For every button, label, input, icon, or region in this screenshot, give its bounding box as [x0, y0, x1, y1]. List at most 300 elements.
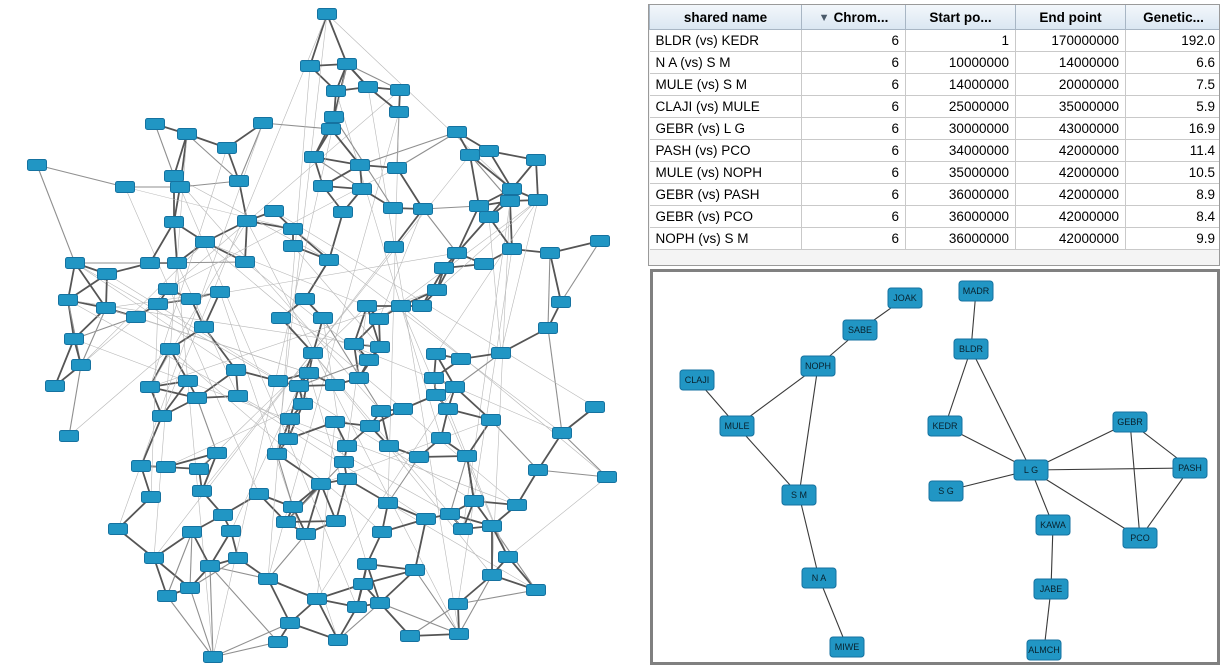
node-shape[interactable] — [350, 373, 369, 384]
network-node[interactable] — [483, 570, 502, 581]
node-shape[interactable] — [284, 502, 303, 513]
node-shape[interactable] — [475, 259, 494, 270]
node-shape[interactable] — [483, 570, 502, 581]
node-shape[interactable] — [410, 452, 429, 463]
network-node[interactable] — [401, 631, 420, 642]
network-node[interactable] — [268, 449, 287, 460]
node-shape[interactable] — [145, 553, 164, 564]
node-shape[interactable] — [327, 86, 346, 97]
column-header-genetic[interactable] — [1126, 5, 1221, 30]
network-node[interactable] — [116, 182, 135, 193]
node-shape[interactable] — [165, 217, 184, 228]
node-shape[interactable] — [338, 474, 357, 485]
network-node[interactable] — [830, 637, 864, 657]
node-shape[interactable] — [501, 196, 520, 207]
network-node[interactable] — [338, 59, 357, 70]
network-node[interactable] — [392, 301, 411, 312]
network-node[interactable] — [208, 448, 227, 459]
network-node[interactable] — [97, 303, 116, 314]
network-node[interactable] — [204, 652, 223, 663]
network-node[interactable] — [171, 182, 190, 193]
network-node[interactable] — [380, 441, 399, 452]
network-node[interactable] — [680, 370, 714, 390]
node-shape[interactable] — [314, 181, 333, 192]
small-network-nodes[interactable] — [680, 281, 1207, 660]
network-node[interactable] — [358, 301, 377, 312]
node-shape[interactable] — [296, 294, 315, 305]
network-node[interactable] — [304, 348, 323, 359]
node-shape[interactable] — [182, 294, 201, 305]
node-shape[interactable] — [168, 258, 187, 269]
network-node[interactable] — [385, 242, 404, 253]
network-node[interactable] — [461, 150, 480, 161]
network-node[interactable] — [284, 224, 303, 235]
network-node[interactable] — [236, 257, 255, 268]
node-shape[interactable] — [351, 160, 370, 171]
node-shape[interactable] — [59, 295, 78, 306]
node-shape[interactable] — [358, 301, 377, 312]
network-node[interactable] — [214, 510, 233, 521]
network-node[interactable] — [394, 404, 413, 415]
node-shape[interactable] — [454, 524, 473, 535]
network-node[interactable] — [165, 171, 184, 182]
node-shape[interactable] — [284, 241, 303, 252]
node-shape[interactable] — [388, 163, 407, 174]
network-node[interactable] — [196, 237, 215, 248]
network-node[interactable] — [290, 381, 309, 392]
node-shape[interactable] — [348, 602, 367, 613]
network-node[interactable] — [159, 284, 178, 295]
network-node[interactable] — [227, 365, 246, 376]
column-header-end-point[interactable] — [1016, 5, 1126, 30]
node-shape[interactable] — [149, 299, 168, 310]
node-shape[interactable] — [425, 373, 444, 384]
node-shape[interactable] — [269, 637, 288, 648]
network-node[interactable] — [300, 368, 319, 379]
node-shape[interactable] — [165, 171, 184, 182]
network-node[interactable] — [425, 373, 444, 384]
node-shape[interactable] — [492, 348, 511, 359]
network-node[interactable] — [801, 356, 835, 376]
network-node[interactable] — [499, 552, 518, 563]
node-shape[interactable] — [334, 207, 353, 218]
table-row[interactable] — [650, 162, 1221, 184]
node-shape[interactable] — [508, 500, 527, 511]
network-node[interactable] — [338, 474, 357, 485]
edge-table-panel[interactable] — [648, 4, 1220, 266]
node-shape[interactable] — [281, 618, 300, 629]
network-node[interactable] — [470, 201, 489, 212]
network-node[interactable] — [294, 399, 313, 410]
node-shape[interactable] — [345, 339, 364, 350]
network-node[interactable] — [475, 259, 494, 270]
network-node[interactable] — [222, 526, 241, 537]
network-node[interactable] — [480, 212, 499, 223]
node-shape[interactable] — [591, 236, 610, 247]
network-node[interactable] — [432, 433, 451, 444]
network-node[interactable] — [161, 344, 180, 355]
network-node[interactable] — [373, 527, 392, 538]
network-node[interactable] — [417, 514, 436, 525]
node-shape[interactable] — [269, 376, 288, 387]
filter-icon[interactable]: ▼ — [818, 11, 830, 24]
node-shape[interactable] — [250, 489, 269, 500]
node-shape[interactable] — [300, 368, 319, 379]
network-node[interactable] — [149, 299, 168, 310]
node-shape[interactable] — [229, 391, 248, 402]
node-shape[interactable] — [127, 312, 146, 323]
node-shape[interactable] — [190, 464, 209, 475]
network-node[interactable] — [448, 248, 467, 259]
small-network-canvas[interactable] — [653, 272, 1217, 662]
node-shape[interactable] — [222, 526, 241, 537]
network-node[interactable] — [482, 415, 501, 426]
node-shape[interactable] — [432, 433, 451, 444]
network-node[interactable] — [314, 313, 333, 324]
node-shape[interactable] — [483, 521, 502, 532]
network-node[interactable] — [439, 404, 458, 415]
node-shape[interactable] — [227, 365, 246, 376]
node-shape[interactable] — [322, 124, 341, 135]
node-shape[interactable] — [290, 381, 309, 392]
network-node[interactable] — [312, 479, 331, 490]
table-row[interactable] — [650, 228, 1221, 250]
node-shape[interactable] — [183, 527, 202, 538]
node-shape[interactable] — [146, 119, 165, 130]
network-node[interactable] — [181, 583, 200, 594]
network-node[interactable] — [782, 485, 816, 505]
node-shape[interactable] — [279, 434, 298, 445]
node-shape[interactable] — [211, 287, 230, 298]
small-network-view[interactable] — [650, 269, 1220, 665]
network-node[interactable] — [391, 85, 410, 96]
node-shape[interactable] — [361, 421, 380, 432]
network-node[interactable] — [888, 288, 922, 308]
node-shape[interactable] — [428, 285, 447, 296]
node-shape[interactable] — [314, 313, 333, 324]
node-shape[interactable] — [360, 355, 379, 366]
node-shape[interactable] — [201, 561, 220, 572]
network-node[interactable] — [527, 155, 546, 166]
node-shape[interactable] — [448, 248, 467, 259]
network-node[interactable] — [435, 263, 454, 274]
node-shape[interactable] — [277, 517, 296, 528]
node-shape[interactable] — [541, 248, 560, 259]
network-node[interactable] — [297, 529, 316, 540]
network-node[interactable] — [458, 451, 477, 462]
edge-table[interactable] — [649, 5, 1220, 250]
node-shape[interactable] — [452, 354, 471, 365]
node-shape[interactable] — [385, 242, 404, 253]
network-node[interactable] — [348, 602, 367, 613]
network-node[interactable] — [552, 297, 571, 308]
node-shape[interactable] — [301, 61, 320, 72]
network-node[interactable] — [359, 82, 378, 93]
network-node[interactable] — [211, 287, 230, 298]
node-shape[interactable] — [327, 516, 346, 527]
network-node[interactable] — [454, 524, 473, 535]
network-node[interactable] — [720, 416, 754, 436]
network-node[interactable] — [802, 568, 836, 588]
table-row[interactable] — [650, 52, 1221, 74]
network-node[interactable] — [269, 637, 288, 648]
network-node[interactable] — [452, 354, 471, 365]
node-shape[interactable] — [229, 553, 248, 564]
node-shape[interactable] — [480, 146, 499, 157]
network-node[interactable] — [406, 565, 425, 576]
node-shape[interactable] — [427, 390, 446, 401]
network-node[interactable] — [371, 598, 390, 609]
network-node[interactable] — [250, 489, 269, 500]
node-shape[interactable] — [326, 380, 345, 391]
network-node[interactable] — [182, 294, 201, 305]
network-node[interactable] — [335, 457, 354, 468]
network-node[interactable] — [28, 160, 47, 171]
node-shape[interactable] — [371, 598, 390, 609]
network-node[interactable] — [218, 143, 237, 154]
node-shape[interactable] — [414, 204, 433, 215]
node-shape[interactable] — [214, 510, 233, 521]
node-shape[interactable] — [417, 514, 436, 525]
network-node[interactable] — [446, 382, 465, 393]
network-node[interactable] — [188, 393, 207, 404]
network-node[interactable] — [441, 509, 460, 520]
node-shape[interactable] — [446, 382, 465, 393]
node-shape[interactable] — [254, 118, 273, 129]
node-shape[interactable] — [353, 184, 372, 195]
network-node[interactable] — [277, 517, 296, 528]
network-node[interactable] — [1123, 528, 1157, 548]
node-shape[interactable] — [441, 509, 460, 520]
node-shape[interactable] — [208, 448, 227, 459]
network-node[interactable] — [178, 129, 197, 140]
network-node[interactable] — [157, 462, 176, 473]
node-shape[interactable] — [294, 399, 313, 410]
node-shape[interactable] — [46, 381, 65, 392]
large-network-nodes[interactable] — [28, 9, 617, 663]
node-shape[interactable] — [109, 524, 128, 535]
node-shape[interactable] — [204, 652, 223, 663]
network-node[interactable] — [388, 163, 407, 174]
node-shape[interactable] — [142, 492, 161, 503]
network-node[interactable] — [371, 342, 390, 353]
network-node[interactable] — [254, 118, 273, 129]
network-node[interactable] — [165, 217, 184, 228]
column-header-shared-name[interactable] — [650, 5, 802, 30]
node-shape[interactable] — [529, 195, 548, 206]
node-shape[interactable] — [358, 559, 377, 570]
network-node[interactable] — [384, 203, 403, 214]
network-node[interactable] — [527, 585, 546, 596]
node-shape[interactable] — [195, 322, 214, 333]
network-node[interactable] — [843, 320, 877, 340]
network-node[interactable] — [281, 414, 300, 425]
node-shape[interactable] — [380, 441, 399, 452]
network-node[interactable] — [229, 391, 248, 402]
network-node[interactable] — [272, 313, 291, 324]
network-node[interactable] — [320, 255, 339, 266]
node-shape[interactable] — [268, 449, 287, 460]
network-node[interactable] — [72, 360, 91, 371]
network-node[interactable] — [229, 553, 248, 564]
node-shape[interactable] — [157, 462, 176, 473]
network-node[interactable] — [449, 599, 468, 610]
node-shape[interactable] — [552, 297, 571, 308]
network-node[interactable] — [98, 269, 117, 280]
node-shape[interactable] — [391, 85, 410, 96]
table-body[interactable] — [650, 30, 1221, 250]
node-shape[interactable] — [371, 342, 390, 353]
network-node[interactable] — [351, 160, 370, 171]
network-node[interactable] — [929, 481, 963, 501]
node-shape[interactable] — [153, 411, 172, 422]
network-node[interactable] — [483, 521, 502, 532]
node-shape[interactable] — [338, 59, 357, 70]
network-node[interactable] — [361, 421, 380, 432]
table-row[interactable] — [650, 96, 1221, 118]
node-shape[interactable] — [586, 402, 605, 413]
node-shape[interactable] — [178, 129, 197, 140]
node-shape[interactable] — [553, 428, 572, 439]
network-node[interactable] — [1014, 460, 1048, 480]
node-shape[interactable] — [158, 591, 177, 602]
network-node[interactable] — [508, 500, 527, 511]
network-node[interactable] — [305, 152, 324, 163]
network-node[interactable] — [465, 496, 484, 507]
node-shape[interactable] — [448, 127, 467, 138]
node-shape[interactable] — [325, 112, 344, 123]
network-node[interactable] — [127, 312, 146, 323]
node-shape[interactable] — [372, 406, 391, 417]
network-node[interactable] — [46, 381, 65, 392]
network-node[interactable] — [928, 416, 962, 436]
network-node[interactable] — [322, 124, 341, 135]
network-node[interactable] — [410, 452, 429, 463]
network-node[interactable] — [146, 119, 165, 130]
node-shape[interactable] — [392, 301, 411, 312]
network-node[interactable] — [201, 561, 220, 572]
node-shape[interactable] — [390, 107, 409, 118]
node-shape[interactable] — [359, 82, 378, 93]
node-shape[interactable] — [439, 404, 458, 415]
network-node[interactable] — [1027, 640, 1061, 660]
network-node[interactable] — [153, 411, 172, 422]
network-node[interactable] — [238, 216, 257, 227]
network-node[interactable] — [448, 127, 467, 138]
network-node[interactable] — [353, 184, 372, 195]
node-shape[interactable] — [406, 565, 425, 576]
column-header-start-point[interactable] — [906, 5, 1016, 30]
node-shape[interactable] — [527, 155, 546, 166]
node-shape[interactable] — [181, 583, 200, 594]
network-node[interactable] — [141, 382, 160, 393]
node-shape[interactable] — [329, 635, 348, 646]
node-shape[interactable] — [598, 472, 617, 483]
network-node[interactable] — [428, 285, 447, 296]
network-node[interactable] — [390, 107, 409, 118]
node-shape[interactable] — [527, 585, 546, 596]
node-shape[interactable] — [335, 457, 354, 468]
node-shape[interactable] — [379, 498, 398, 509]
node-shape[interactable] — [132, 461, 151, 472]
node-shape[interactable] — [461, 150, 480, 161]
network-node[interactable] — [284, 241, 303, 252]
network-node[interactable] — [360, 355, 379, 366]
node-shape[interactable] — [116, 182, 135, 193]
network-node[interactable] — [326, 417, 345, 428]
network-node[interactable] — [284, 502, 303, 513]
node-shape[interactable] — [98, 269, 117, 280]
node-shape[interactable] — [179, 376, 198, 387]
network-node[interactable] — [338, 441, 357, 452]
network-node[interactable] — [296, 294, 315, 305]
node-shape[interactable] — [259, 574, 278, 585]
network-node[interactable] — [183, 527, 202, 538]
node-shape[interactable] — [230, 176, 249, 187]
network-node[interactable] — [541, 248, 560, 259]
network-node[interactable] — [1034, 579, 1068, 599]
network-node[interactable] — [1173, 458, 1207, 478]
node-shape[interactable] — [161, 344, 180, 355]
table-row[interactable] — [650, 140, 1221, 162]
network-node[interactable] — [959, 281, 993, 301]
table-row[interactable] — [650, 118, 1221, 140]
node-shape[interactable] — [470, 201, 489, 212]
network-node[interactable] — [529, 195, 548, 206]
network-node[interactable] — [145, 553, 164, 564]
network-node[interactable] — [501, 196, 520, 207]
node-shape[interactable] — [482, 415, 501, 426]
network-node[interactable] — [308, 594, 327, 605]
node-shape[interactable] — [465, 496, 484, 507]
network-node[interactable] — [265, 206, 284, 217]
node-shape[interactable] — [159, 284, 178, 295]
network-node[interactable] — [195, 322, 214, 333]
node-shape[interactable] — [188, 393, 207, 404]
node-shape[interactable] — [449, 599, 468, 610]
network-node[interactable] — [414, 204, 433, 215]
network-node[interactable] — [230, 176, 249, 187]
network-node[interactable] — [553, 428, 572, 439]
network-node[interactable] — [66, 258, 85, 269]
network-node[interactable] — [314, 181, 333, 192]
node-shape[interactable] — [320, 255, 339, 266]
node-shape[interactable] — [65, 334, 84, 345]
network-node[interactable] — [427, 390, 446, 401]
network-node[interactable] — [132, 461, 151, 472]
node-shape[interactable] — [318, 9, 337, 20]
node-shape[interactable] — [193, 486, 212, 497]
node-shape[interactable] — [60, 431, 79, 442]
network-node[interactable] — [327, 86, 346, 97]
network-node[interactable] — [529, 465, 548, 476]
network-node[interactable] — [179, 376, 198, 387]
network-node[interactable] — [141, 258, 160, 269]
node-shape[interactable] — [304, 348, 323, 359]
network-node[interactable] — [1036, 515, 1070, 535]
node-shape[interactable] — [458, 451, 477, 462]
network-node[interactable] — [450, 629, 469, 640]
network-node[interactable] — [372, 406, 391, 417]
table-row[interactable] — [650, 184, 1221, 206]
node-shape[interactable] — [413, 301, 432, 312]
node-shape[interactable] — [308, 594, 327, 605]
network-node[interactable] — [193, 486, 212, 497]
network-node[interactable] — [492, 348, 511, 359]
node-shape[interactable] — [450, 629, 469, 640]
network-node[interactable] — [503, 184, 522, 195]
node-shape[interactable] — [338, 441, 357, 452]
